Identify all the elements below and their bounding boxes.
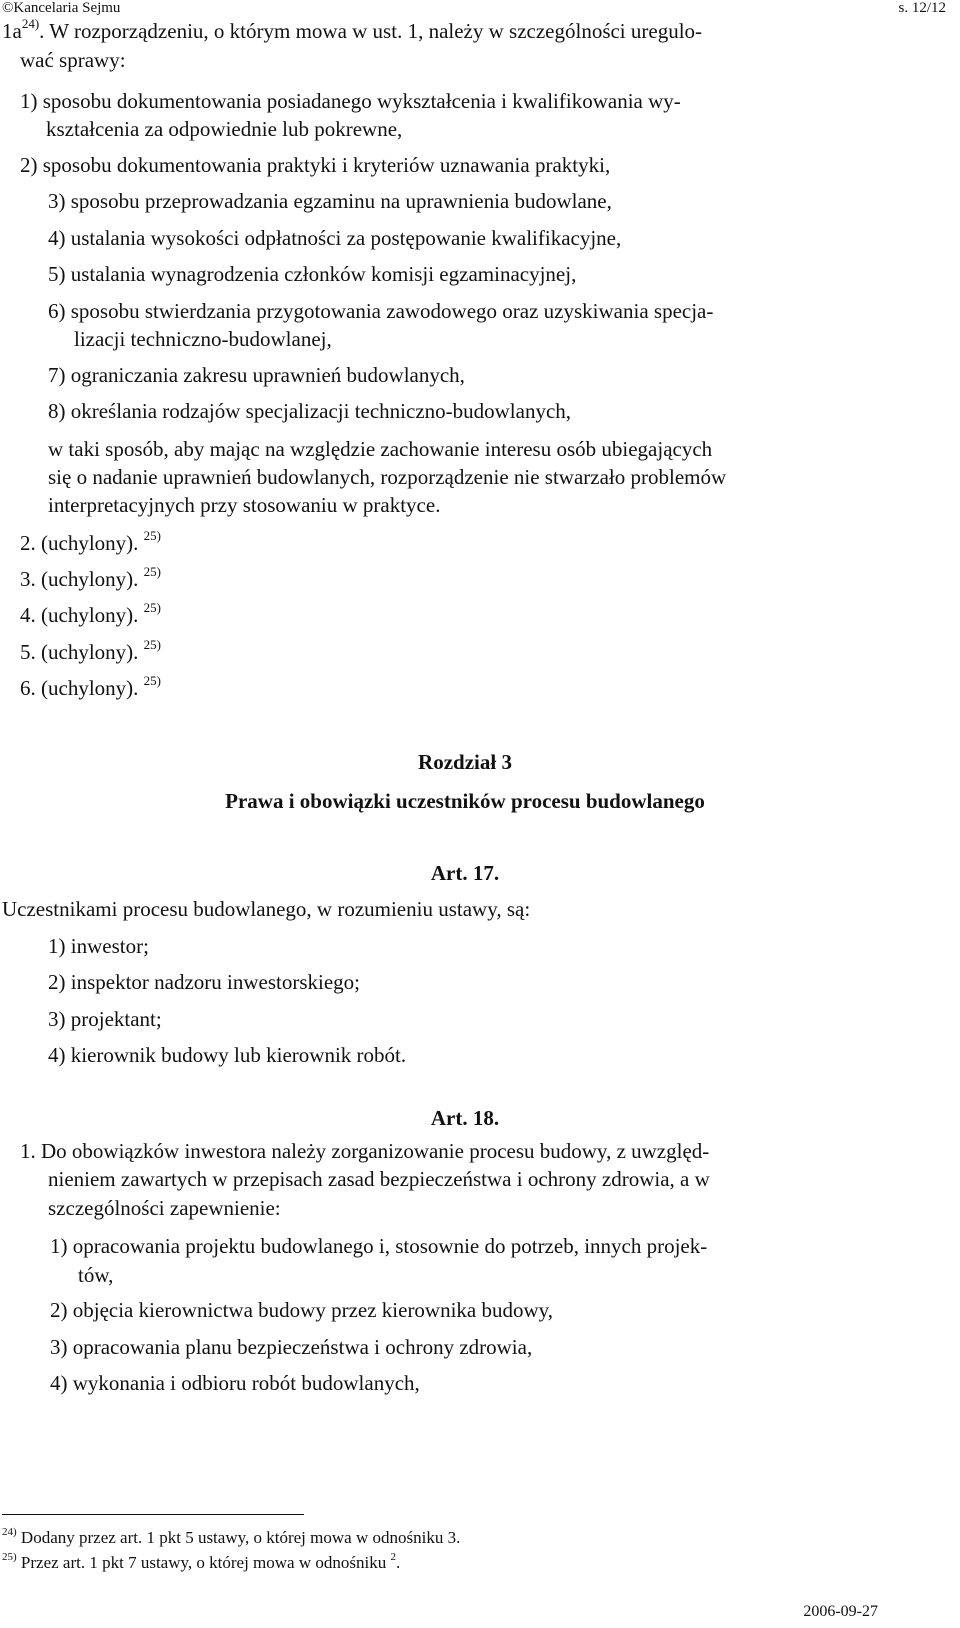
list-item-6: 6) sposobu stwierdzania przygotowania zawodowego oraz uzyskiwania specja- [48,299,714,323]
repealed-6: 6. (uchylony). $^{25)}$ [20,673,161,700]
closing-text-2: się o nadanie uprawnień budowlanych, rozporządzenie nie stwarzało problemów [48,465,727,489]
footnote-separator [2,1514,304,1515]
article-18-item-1: 1) opracowania projektu budowlanego i, stosownie do potrzeb, innych projek- [50,1234,708,1258]
list-item-5: 5) ustalania wynagrodzenia członków komisji egzaminacyjnej, [48,262,577,286]
list-item-1: 1) sposobu dokumentowania posiadanego wykształcenia i kwalifikowania wy- [20,89,681,113]
list-item-3: 3) sposobu przeprowadzania egzaminu na uprawnienia budowlane, [48,189,612,213]
list-item-2: 2) sposobu dokumentowania praktyki i kryteriów uznawania praktyki, [20,153,611,177]
article-17-item-3: 3) projektant; [48,1007,162,1031]
page-header [0,0,960,16]
footnote-ref-25: 25) [143,564,161,579]
article-18-item-1-cont: tów, [78,1263,114,1287]
footnote-ref-25: 25) [143,673,161,688]
repealed-4: 4. (uchylony). $^{25)}$ [20,600,161,627]
footnote-ref-25: 25) [143,600,161,615]
chapter-heading: Rozdział 3 [418,750,512,774]
list-item-7: 7) ograniczania zakresu uprawnień budowlanych, [48,363,465,387]
list-item-8: 8) określania rodzajów specjalizacji techniczno-budowlanych, [48,399,572,423]
footnote-ref-25: 25) [143,528,161,543]
article-18-par-1-cont2: szczególności zapewnienie: [48,1196,281,1220]
article-17-item-1: 1) inwestor; [48,934,149,958]
publisher-label: ©Kancelaria Sejmu [2,0,121,16]
repealed-3: 3. (uchylony). $^{25)}$ [20,564,161,591]
list-item-6-cont: lizacji techniczno-budowlanej, [74,327,332,351]
article-18-par-1: 1. Do obowiązków inwestora należy zorganizowanie procesu budowy, z uwzględ- [20,1139,710,1163]
footnote-ref-25: 25) [143,637,161,652]
footnote-24: $^{24)}$ Dodany przez art. 1 pkt 5 ustawy, o której mowa w odnośniku 3. [2,1526,461,1547]
closing-text-1: w taki sposób, aby mając na względzie zachowanie interesu osób ubiegających [48,437,713,461]
article-17-item-4: 4) kierownik budowy lub kierownik robót. [48,1043,407,1067]
paragraph-1a: $1a^{24)}$. W rozporządzeniu, o którym mowa w ust. 1, należy w szczególności uregulo- [2,16,703,43]
repealed-2: 2. (uchylony). $^{25)}$ [20,528,161,555]
article-18-item-2: 2) objęcia kierownictwa budowy przez kierownika budowy, [50,1298,554,1322]
document-date: 2006-09-27 [803,1603,878,1620]
article-18-heading: Art. 18. [430,1106,500,1130]
article-18-par-1-cont: nieniem zawartych w przepisach zasad bezpieczeństwa i ochrony zdrowia, a w [48,1167,710,1191]
footnote-25: $^{25)}$ Przez art. 1 pkt 7 ustawy, o której mowa w odnośniku $^2$. [2,1551,401,1572]
chapter-title: Prawa i obowiązki uczestników procesu budowlanego [225,789,705,813]
repealed-5: 5. (uchylony). $^{25)}$ [20,637,161,664]
article-17-intro: Uczestnikami procesu budowlanego, w rozumieniu ustawy, są: [2,897,531,921]
list-item-1-cont: kształcenia za odpowiednie lub pokrewne, [46,117,403,141]
paragraph-1a-cont: wać sprawy: [20,48,126,72]
article-17-item-2: 2) inspektor nadzoru inwestorskiego; [48,970,361,994]
article-18-item-3: 3) opracowania planu bezpieczeństwa i ochrony zdrowia, [50,1335,533,1359]
footnote-ref-24: 24) [21,16,40,31]
page-number: s. 12/12 [898,0,946,16]
list-item-4: 4) ustalania wysokości odpłatności za postępowanie kwalifikacyjne, [48,226,622,250]
closing-text-3: interpretacyjnych przy stosowaniu w praktyce. [48,493,441,517]
article-18-item-4: 4) wykonania i odbioru robót budowlanych, [50,1371,420,1395]
article-17-heading: Art. 17. [430,861,500,885]
